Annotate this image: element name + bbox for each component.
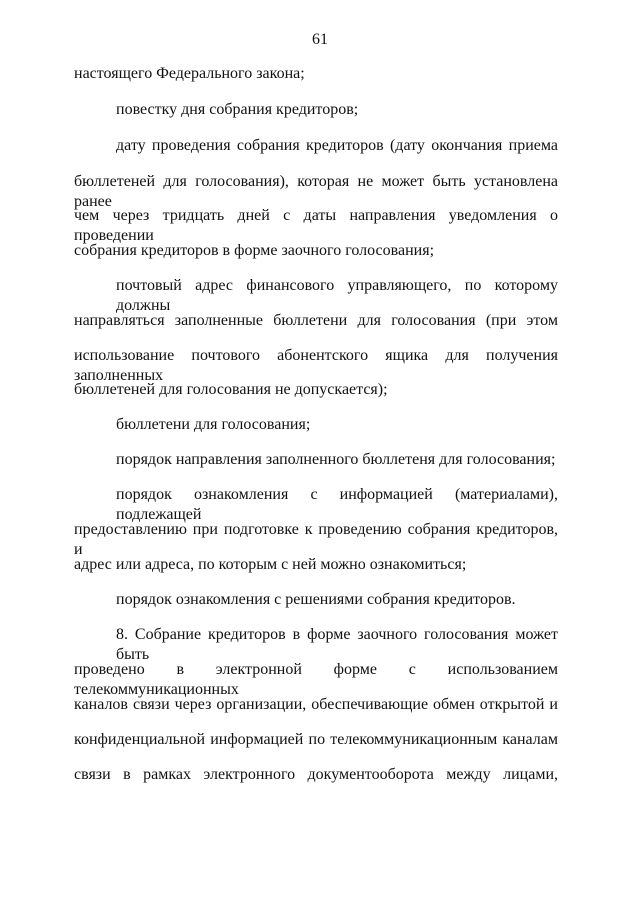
text-line: собрания кредиторов в форме заочного голосования; (74, 242, 435, 259)
text-line: настоящего Федерального закона; (74, 65, 305, 82)
text-line: 8. Собрание кредиторов в форме заочного голосования может быть (116, 626, 558, 663)
text-line: адрес или адреса, по которым с ней можно ознакомиться; (74, 556, 467, 573)
text-line: порядок направления заполненного бюллетеня для голосования; (116, 451, 556, 468)
text-line: повестку дня собрания кредиторов; (116, 101, 359, 118)
text-line: бюллетеней для голосования), которая не может быть установлена ранее (74, 173, 558, 210)
page-number: 61 (312, 31, 328, 48)
text-line: направляться заполненные бюллетени для голосования (при этом (74, 312, 558, 329)
text-line: порядок ознакомления с информацией (материалами), подлежащей (116, 486, 558, 523)
text-line: бюллетени для голосования; (116, 416, 311, 433)
text-line: чем через тридцать дней с даты направления уведомления о проведении (74, 207, 558, 244)
text-line: порядок ознакомления с решениями собрания кредиторов. (116, 591, 516, 608)
text-line: связи в рамках электронного документооборота между лицами, (74, 766, 558, 783)
text-line: использование почтового абонентского ящика для получения заполненных (74, 347, 558, 384)
text-line: каналов связи через организации, обеспечивающие обмен открытой и (74, 696, 558, 713)
text-line: почтовый адрес финансового управляющего, по которому должны (116, 277, 558, 314)
text-line: предоставлению при подготовке к проведению собрания кредиторов, и (74, 521, 558, 558)
text-line: конфиденциальной информацией по телекоммуникационным каналам (74, 731, 558, 748)
text-line: дату проведения собрания кредиторов (дату окончания приема (116, 137, 558, 154)
text-line: бюллетеней для голосования не допускается); (74, 381, 388, 398)
text-line: проведено в электронной форме с использованием телекоммуникационных (74, 661, 558, 698)
